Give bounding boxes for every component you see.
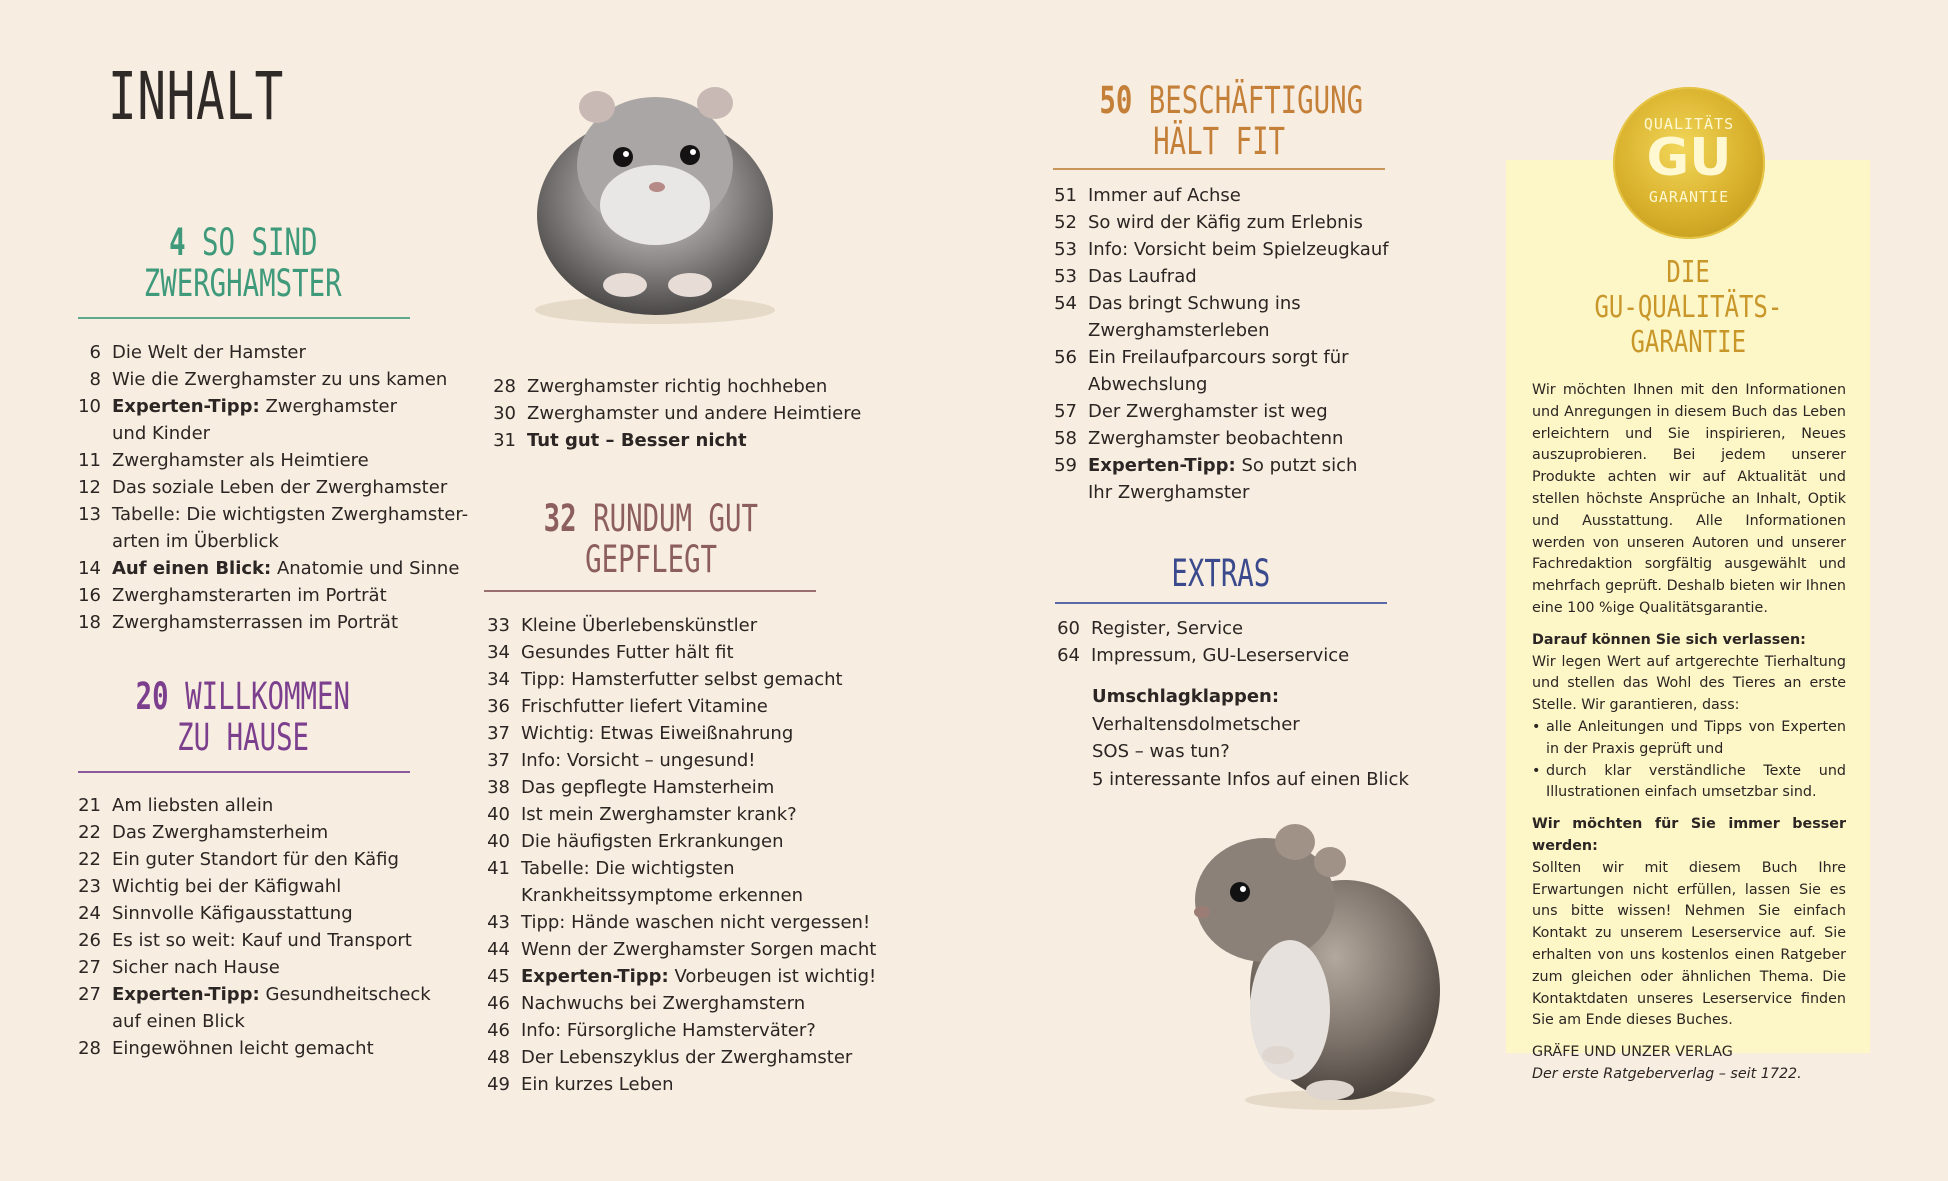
toc-entry-label: Experten-Tipp:: [1088, 455, 1236, 476]
toc-entry-title: Gesundheitscheck: [259, 984, 431, 1005]
toc-page-number: 11: [78, 450, 101, 471]
toc-entry-title: Krankheitssymptome erkennen: [521, 885, 804, 906]
toc-page-number: 56: [1054, 347, 1077, 368]
toc-entry-title: Ist mein Zwerghamster krank?: [521, 804, 797, 825]
toc-entry-text: [112, 393, 466, 420]
toc-page-number: 23: [78, 876, 101, 897]
toc-page-number: [1042, 479, 1088, 506]
toc-page-number: 51: [1054, 185, 1077, 206]
toc-entry-text: [1088, 425, 1442, 452]
toc-entry-text: [527, 427, 881, 454]
better-text: Sollten wir mit diesem Buch Ihre Erwartungen nicht erfüllen, lassen Sie es uns bitte wissen! Nehmen Sie einfach Kontakt zu unserem Leserservice auf. Sie erhalten von uns kostenlos einen Ratgeber zum gleichen oder ähnlichen Thema. Die Kontaktdaten unseres Leserservice finden Sie am Ende dieses Buches.: [1532, 859, 1846, 1029]
toc-entry-title: Eingewöhnen leicht gemacht: [112, 1038, 374, 1059]
toc-entry-text: [112, 846, 466, 873]
toc-entry: [475, 639, 885, 666]
toc-page-number: 53: [1054, 239, 1077, 260]
toc-entry-title: Wichtig: Etwas Eiweißnahrung: [521, 723, 794, 744]
flaps-heading: Umschlagklappen:: [1092, 686, 1280, 707]
toc-entry-text: [521, 666, 885, 693]
toc-entry-title: Am liebsten allein: [112, 795, 274, 816]
toc-page-number: 48: [487, 1047, 510, 1068]
toc-page-number: 64: [1057, 645, 1080, 666]
publisher-tagline: Der erste Ratgeberverlag – seit 1722.: [1532, 1065, 1802, 1082]
toc-entry: [475, 1044, 885, 1071]
extras-title: [1055, 553, 1387, 594]
toc-entry: [475, 612, 885, 639]
toc-entry: [66, 366, 466, 393]
toc-entry-text: [1088, 263, 1442, 290]
toc-entry-title: So putzt sich: [1235, 455, 1358, 476]
toc-entry-text: [1091, 615, 1445, 642]
toc-entry-text: [112, 927, 466, 954]
toc-entry: [66, 900, 466, 927]
toc-entry: [1042, 209, 1442, 236]
toc-page-number: [475, 882, 521, 909]
toc-page-number: 52: [1054, 212, 1077, 233]
toc-entry: [475, 720, 885, 747]
badge-top-text: QUALITÄTS: [1643, 115, 1735, 133]
toc-entry-label: Tut gut – Besser nicht: [527, 430, 747, 451]
section-title-line2: ZWERGHAMSTER: [144, 262, 342, 305]
toc-page-number: [66, 420, 112, 447]
toc-entry-text: [521, 1044, 885, 1071]
toc-page-number: 21: [78, 795, 101, 816]
toc-entry-text: [1088, 371, 1442, 398]
guarantee-bullet: • durch klar verständliche Texte und Illustrationen einfach umsetzbar sind.: [1532, 761, 1846, 805]
toc-entry-text: [521, 747, 885, 774]
section-title-line1: WILLKOMMEN: [185, 675, 351, 718]
toc-entry-title: Sinnvolle Käfigausstattung: [112, 903, 353, 924]
toc-entry-title: Kleine Überlebenskünstler: [521, 615, 758, 636]
toc-entry: [1042, 290, 1442, 317]
toc-entry: [1042, 317, 1442, 344]
toc-entry: [475, 828, 885, 855]
toc-entry-text: [1088, 317, 1442, 344]
toc-entry-title: Gesundes Futter hält fit: [521, 642, 734, 663]
toc-entry-text: [112, 900, 466, 927]
toc-entry: [66, 981, 466, 1008]
toc-page-number: 6: [89, 342, 101, 363]
section-title-2: [78, 676, 408, 758]
toc-entry-label: Experten-Tipp:: [521, 966, 669, 987]
toc-page-number: 34: [487, 642, 510, 663]
section-title-line1: RUNDUM GUT: [593, 497, 759, 540]
toc-entry: [1045, 615, 1445, 642]
toc-entry-title: Das gepflegte Hamsterheim: [521, 777, 775, 798]
toc-entry-title: Abwechslung: [1088, 374, 1208, 395]
toc-entry-text: [521, 855, 885, 882]
toc-page-number: 30: [493, 403, 516, 424]
rely-heading: Darauf können Sie sich verlassen:: [1532, 631, 1806, 648]
toc-page-number: 10: [78, 396, 101, 417]
toc-entry-text: [521, 639, 885, 666]
toc-entry-text: [112, 420, 466, 447]
toc-entry-title: Der Lebenszyklus der Zwerghamster: [521, 1047, 853, 1068]
toc-entry: [1042, 371, 1442, 398]
toc-entry-title: Anatomie und Sinne: [271, 558, 460, 579]
toc-page-number: 22: [78, 849, 101, 870]
toc-page-number: 41: [487, 858, 510, 879]
toc-entry: [475, 1071, 885, 1098]
toc-entry-title: Ihr Zwerghamster: [1088, 482, 1250, 503]
toc-list-section-2-continued: [481, 373, 881, 454]
toc-entry-text: [521, 720, 885, 747]
toc-entry: [475, 747, 885, 774]
flap-item: 5 interessante Infos auf einen Blick: [1092, 768, 1409, 790]
toc-page-number: 31: [493, 430, 516, 451]
toc-page-number: 28: [493, 376, 516, 397]
section-title-line2: GEPFLEGT: [585, 538, 717, 581]
toc-entry: [475, 666, 885, 693]
toc-entry: [475, 882, 885, 909]
toc-entry-title: Ein Freilaufparcours sorgt für: [1088, 347, 1349, 368]
extras-list: [1045, 615, 1445, 669]
toc-page-number: 14: [78, 558, 101, 579]
section-title-3: [486, 498, 816, 580]
toc-entry-title: Info: Vorsicht beim Spielzeugkauf: [1088, 239, 1389, 260]
guarantee-title-line1: DIE: [1666, 255, 1710, 290]
toc-entry-title: Das Zwerghamsterheim: [112, 822, 329, 843]
toc-page-number: 26: [78, 930, 101, 951]
section-title-4: [1053, 80, 1385, 162]
toc-entry: [481, 427, 881, 454]
toc-entry: [1042, 263, 1442, 290]
toc-entry-text: [112, 447, 466, 474]
toc-entry-title: Tipp: Hamsterfutter selbst gemacht: [521, 669, 843, 690]
toc-page-number: 40: [487, 831, 510, 852]
toc-page-number: 27: [78, 957, 101, 978]
toc-entry-text: [521, 1071, 885, 1098]
toc-entry-text: [521, 963, 885, 990]
toc-list-section-4: [1042, 182, 1442, 506]
toc-entry-text: [521, 936, 885, 963]
toc-page-number: 28: [78, 1038, 101, 1059]
section-title-1: [78, 222, 408, 304]
toc-entry-text: [112, 1008, 466, 1035]
toc-page-number: 58: [1054, 428, 1077, 449]
toc-entry-text: [112, 981, 466, 1008]
toc-entry-title: Zwerghamster als Heimtiere: [112, 450, 369, 471]
extras-title-text: EXTRAS: [1171, 552, 1271, 595]
toc-entry: [66, 528, 466, 555]
hamster-photo-bottom: [1170, 800, 1470, 1120]
section-title-line2: HÄLT FIT: [1153, 120, 1285, 163]
guarantee-intro: Wir möchten Ihnen mit den Informationen und Anregungen in diesem Buch das Leben erleichtern und Sie inspirieren, Neues auszuprobieren. Bei jedem unserer Produkte achten wir auf Aktualität und stellen höchste Ansprüche an Inhalt, Optik und Ausstattung. Alle Informationen werden von unseren Autoren und unserer Fachredaktion sorgfältig ausgewählt und mehrfach geprüft. Deshalb bieten wir Ihnen eine 100 %ige Qualitätsgarantie.: [1532, 382, 1846, 616]
toc-entry-text: [527, 373, 881, 400]
toc-entry-text: [521, 882, 885, 909]
toc-entry: [1045, 642, 1445, 669]
toc-entry-title: Zwerghamster richtig hochheben: [527, 376, 828, 397]
toc-page-number: 40: [487, 804, 510, 825]
toc-entry-text: [1091, 642, 1445, 669]
toc-entry-text: [1088, 209, 1442, 236]
toc-entry: [475, 801, 885, 828]
section-number: 20: [135, 675, 169, 718]
guarantee-title-line3: GARANTIE: [1630, 325, 1746, 360]
toc-entry: [66, 873, 466, 900]
toc-entry-title: Tabelle: Die wichtigsten: [521, 858, 735, 879]
section-rule: [1053, 168, 1385, 170]
toc-page-number: 13: [78, 504, 101, 525]
toc-entry-text: [521, 1017, 885, 1044]
toc-page-number: 38: [487, 777, 510, 798]
toc-entry: [1042, 398, 1442, 425]
section-number: 32: [543, 497, 577, 540]
toc-entry-text: [112, 366, 466, 393]
toc-entry-title: So wird der Käfig zum Erlebnis: [1088, 212, 1363, 233]
toc-entry-title: Impressum, GU-Leserservice: [1091, 645, 1350, 666]
toc-entry-title: Der Zwerghamster ist weg: [1088, 401, 1328, 422]
toc-entry: [66, 609, 466, 636]
toc-entry-title: Vorbeugen ist wichtig!: [668, 966, 877, 987]
toc-entry-text: [112, 582, 466, 609]
toc-entry: [66, 474, 466, 501]
toc-entry-text: [112, 474, 466, 501]
toc-entry-text: [112, 528, 466, 555]
toc-page-number: 49: [487, 1074, 510, 1095]
toc-entry-title: Sicher nach Hause: [112, 957, 280, 978]
toc-entry: [66, 339, 466, 366]
toc-entry-title: Die häufigsten Erkrankungen: [521, 831, 784, 852]
toc-entry: [475, 1017, 885, 1044]
toc-entry: [475, 936, 885, 963]
toc-entry: [66, 447, 466, 474]
toc-page-number: 36: [487, 696, 510, 717]
toc-entry-title: Zwerghamster: [259, 396, 397, 417]
toc-entry-title: Frischfutter liefert Vitamine: [521, 696, 768, 717]
toc-entry: [1042, 344, 1442, 371]
badge-bottom-text: GARANTIE: [1648, 188, 1730, 206]
toc-page-number: 16: [78, 585, 101, 606]
toc-entry-title: Ein guter Standort für den Käfig: [112, 849, 399, 870]
toc-entry: [66, 819, 466, 846]
toc-entry: [475, 963, 885, 990]
toc-entry-title: Zwerghamsterarten im Porträt: [112, 585, 387, 606]
toc-page-number: 53: [1054, 266, 1077, 287]
flap-item: Verhaltensdolmetscher: [1092, 713, 1300, 735]
toc-entry: [1042, 236, 1442, 263]
toc-entry-text: [1088, 452, 1442, 479]
toc-entry: [66, 393, 466, 420]
toc-entry: [66, 927, 466, 954]
toc-entry-title: Es ist so weit: Kauf und Transport: [112, 930, 412, 951]
toc-entry-text: [112, 609, 466, 636]
toc-page-number: 34: [487, 669, 510, 690]
toc-entry-title: Tipp: Hände waschen nicht vergessen!: [521, 912, 871, 933]
toc-page-number: 54: [1054, 293, 1077, 314]
toc-entry-text: [521, 828, 885, 855]
badge-logo-text: GU: [1646, 128, 1732, 188]
section-number: 4: [168, 221, 186, 264]
toc-page-number: 57: [1054, 401, 1077, 422]
toc-entry-text: [521, 774, 885, 801]
toc-entry-title: und Kinder: [112, 423, 211, 444]
toc-entry-text: [1088, 398, 1442, 425]
toc-entry-title: Wie die Zwerghamster zu uns kamen: [112, 369, 448, 390]
toc-entry: [475, 693, 885, 720]
toc-entry-title: Das bringt Schwung ins: [1088, 293, 1301, 314]
flap-item: SOS – was tun?: [1092, 741, 1230, 762]
toc-entry-title: Das soziale Leben der Zwerghamster: [112, 477, 448, 498]
section-number: 50: [1099, 79, 1133, 122]
toc-entry: [475, 990, 885, 1017]
toc-list-section-2: [66, 792, 466, 1062]
guarantee-title: [1506, 255, 1870, 360]
flaps-block: [1092, 683, 1452, 793]
toc-entry-text: [112, 339, 466, 366]
toc-page-number: 18: [78, 612, 101, 633]
guarantee-bullets: [1532, 717, 1846, 804]
toc-entry-title: Info: Fürsorgliche Hamsterväter?: [521, 1020, 816, 1041]
guarantee-bullet: • alle Anleitungen und Tipps von Experten in der Praxis geprüft und: [1532, 717, 1846, 761]
toc-entry-text: [112, 555, 466, 582]
toc-page-number: 43: [487, 912, 510, 933]
section-rule: [484, 590, 816, 592]
toc-entry: [475, 774, 885, 801]
guarantee-text: [1532, 380, 1846, 1086]
toc-entry: [475, 909, 885, 936]
toc-entry: [66, 420, 466, 447]
toc-entry-title: Immer auf Achse: [1088, 185, 1241, 206]
better-heading: Wir möchten für Sie immer besser werden:: [1532, 816, 1846, 854]
toc-page-number: 37: [487, 750, 510, 771]
toc-page-number: 27: [78, 984, 101, 1005]
toc-entry: [66, 792, 466, 819]
toc-entry: [481, 373, 881, 400]
rely-text: Wir legen Wert auf artgerechte Tierhaltung und stellen das Wohl des Tieres an erste Stelle. Wir garantieren, dass:: [1532, 653, 1846, 714]
toc-entry-text: [112, 873, 466, 900]
toc-entry-text: [1088, 182, 1442, 209]
toc-entry: [1042, 182, 1442, 209]
toc-entry-title: Zwerghamster beobachtenn: [1088, 428, 1344, 449]
toc-entry: [1042, 479, 1442, 506]
toc-page-number: 44: [487, 939, 510, 960]
toc-entry: [66, 1035, 466, 1062]
toc-entry: [1042, 425, 1442, 452]
toc-entry-text: [521, 801, 885, 828]
publisher-name: GRÄFE UND UNZER VERLAG: [1532, 1044, 1733, 1061]
toc-entry-title: auf einen Blick: [112, 1011, 245, 1032]
toc-page-number: [66, 528, 112, 555]
toc-entry-text: [112, 501, 468, 528]
toc-entry-text: [1088, 479, 1442, 506]
toc-entry: [66, 501, 469, 528]
toc-page-number: 59: [1054, 455, 1077, 476]
toc-entry-title: Register, Service: [1091, 618, 1244, 639]
extras-rule: [1055, 602, 1387, 604]
toc-page-number: 12: [78, 477, 101, 498]
toc-entry: [66, 954, 466, 981]
toc-page-number: 46: [487, 993, 510, 1014]
toc-entry-title: Das Laufrad: [1088, 266, 1197, 287]
toc-entry: [66, 582, 466, 609]
toc-entry-title: arten im Überblick: [112, 531, 279, 552]
toc-entry-label: Experten-Tipp:: [112, 984, 260, 1005]
toc-page-number: 45: [487, 966, 510, 987]
toc-entry-text: [1088, 236, 1442, 263]
toc-entry-title: Ein kurzes Leben: [521, 1074, 674, 1095]
toc-entry-text: [521, 909, 885, 936]
hamster-photo-top: [505, 45, 795, 335]
toc-entry-text: [112, 954, 466, 981]
toc-page-number: [66, 1008, 112, 1035]
section-title-line2: ZU HAUSE: [177, 716, 309, 759]
toc-page-number: 24: [78, 903, 101, 924]
toc-page-number: 8: [89, 369, 101, 390]
toc-entry: [66, 846, 466, 873]
section-rule: [78, 771, 410, 773]
toc-entry: [1042, 452, 1442, 479]
toc-entry-title: Info: Vorsicht – ungesund!: [521, 750, 756, 771]
toc-entry-title: Die Welt der Hamster: [112, 342, 306, 363]
section-rule: [78, 317, 410, 319]
toc-entry-title: Nachwuchs bei Zwerghamstern: [521, 993, 806, 1014]
toc-page-number: 22: [78, 822, 101, 843]
toc-page-number: 46: [487, 1020, 510, 1041]
toc-entry-text: [1088, 344, 1442, 371]
section-title-line1: BESCHÄFTIGUNG: [1148, 79, 1364, 122]
toc-entry-label: Experten-Tipp:: [112, 396, 260, 417]
toc-entry-label: Auf einen Blick:: [112, 558, 272, 579]
toc-entry: [481, 400, 881, 427]
toc-entry-title: Zwerghamster und andere Heimtiere: [527, 403, 862, 424]
toc-entry-title: Wichtig bei der Käfigwahl: [112, 876, 342, 897]
toc-list-section-1: [66, 339, 469, 636]
toc-entry-text: [112, 819, 466, 846]
toc-entry-title: Zwerghamsterrassen im Porträt: [112, 612, 399, 633]
toc-page-number: [1042, 371, 1088, 398]
toc-entry-text: [112, 792, 466, 819]
toc-entry: [66, 1008, 466, 1035]
section-title-line1: SO SIND: [201, 221, 318, 264]
page-title: INHALT: [108, 58, 284, 135]
toc-list-section-3: [475, 612, 885, 1098]
toc-page-number: 37: [487, 723, 510, 744]
toc-entry-text: [112, 1035, 466, 1062]
toc-entry: [66, 555, 466, 582]
toc-entry-title: Wenn der Zwerghamster Sorgen macht: [521, 939, 877, 960]
toc-entry-text: [521, 990, 885, 1017]
toc-page-number: 60: [1057, 618, 1080, 639]
toc-entry-title: Zwerghamsterleben: [1088, 320, 1270, 341]
toc-entry-title: Tabelle: Die wichtigsten Zwerghamster-: [112, 504, 469, 525]
toc-page-number: 33: [487, 615, 510, 636]
toc-entry-text: [1088, 290, 1442, 317]
toc-page-number: [1042, 317, 1088, 344]
toc-entry-text: [521, 612, 885, 639]
toc-entry: [475, 855, 885, 882]
guarantee-title-line2: GU-QUALITÄTS-: [1594, 290, 1782, 325]
toc-entry-text: [527, 400, 881, 427]
toc-entry-text: [521, 693, 885, 720]
